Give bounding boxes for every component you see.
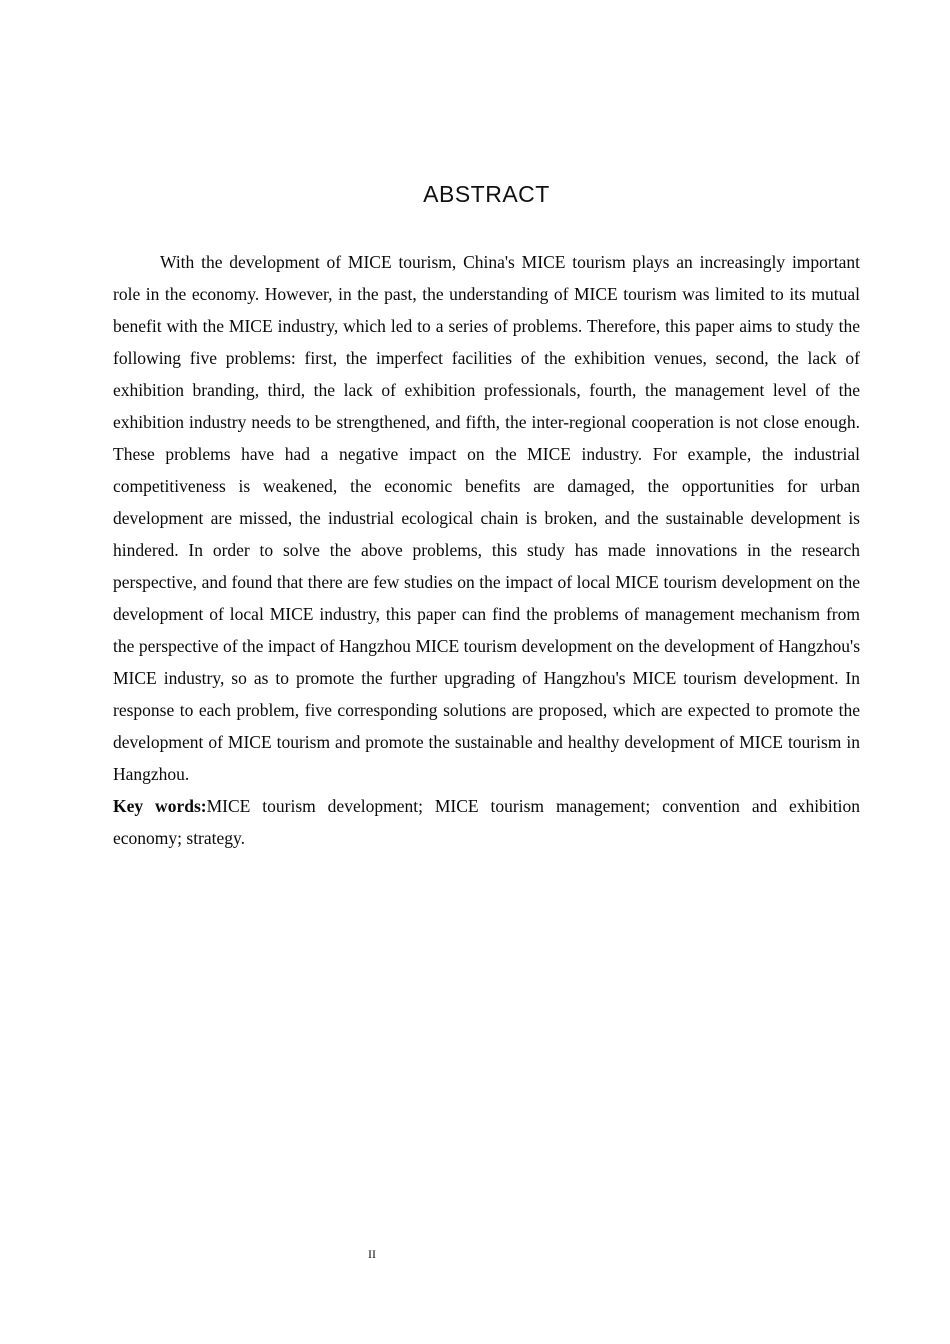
page-number: II xyxy=(368,1247,376,1261)
page-title: ABSTRACT xyxy=(423,181,550,207)
abstract-paragraph: With the development of MICE tourism, China's MICE tourism plays an increasingly important role in the economy. However, in the past, the understanding of MICE tourism was limited to its mutual benefit with the MICE industry, which led to a series of problems. Therefore, this paper aims to study the following five problems: first, the imperfect facilities of the exhibition venues, second, the lack of exhibition branding, third, the lack of exhibition professionals, fourth, the management level of the exhibition industry needs to be strengthened, and fifth, the inter-regional cooperation is not close enough. These problems have had a negative impact on the MICE industry. For example, the industrial competitiveness is weakened, the economic benefits are damaged, the opportunities for urban development are missed, the industrial ecological chain is broken, and the sustainable development is hindered. In order to solve the above problems, this study has made innovations in the research perspective, and found that there are few studies on the impact of local MICE tourism development on the development of local MICE industry, this paper can find the problems of management mechanism from the perspective of the impact of Hangzhou MICE tourism development on the development of Hangzhou's MICE industry, so as to promote the further upgrading of Hangzhou's MICE tourism development. In response to each problem, five corresponding solutions are proposed, which are expected to promote the development of MICE tourism and promote the sustainable and healthy development of MICE tourism in Hangzhou. xyxy=(113,252,860,784)
keywords-text: MICE tourism development; MICE tourism management; convention and exhibition economy; strategy. xyxy=(113,796,860,848)
keywords-label: Key words: xyxy=(113,796,207,816)
page-content xyxy=(113,246,860,854)
keywords-paragraph xyxy=(113,790,860,854)
